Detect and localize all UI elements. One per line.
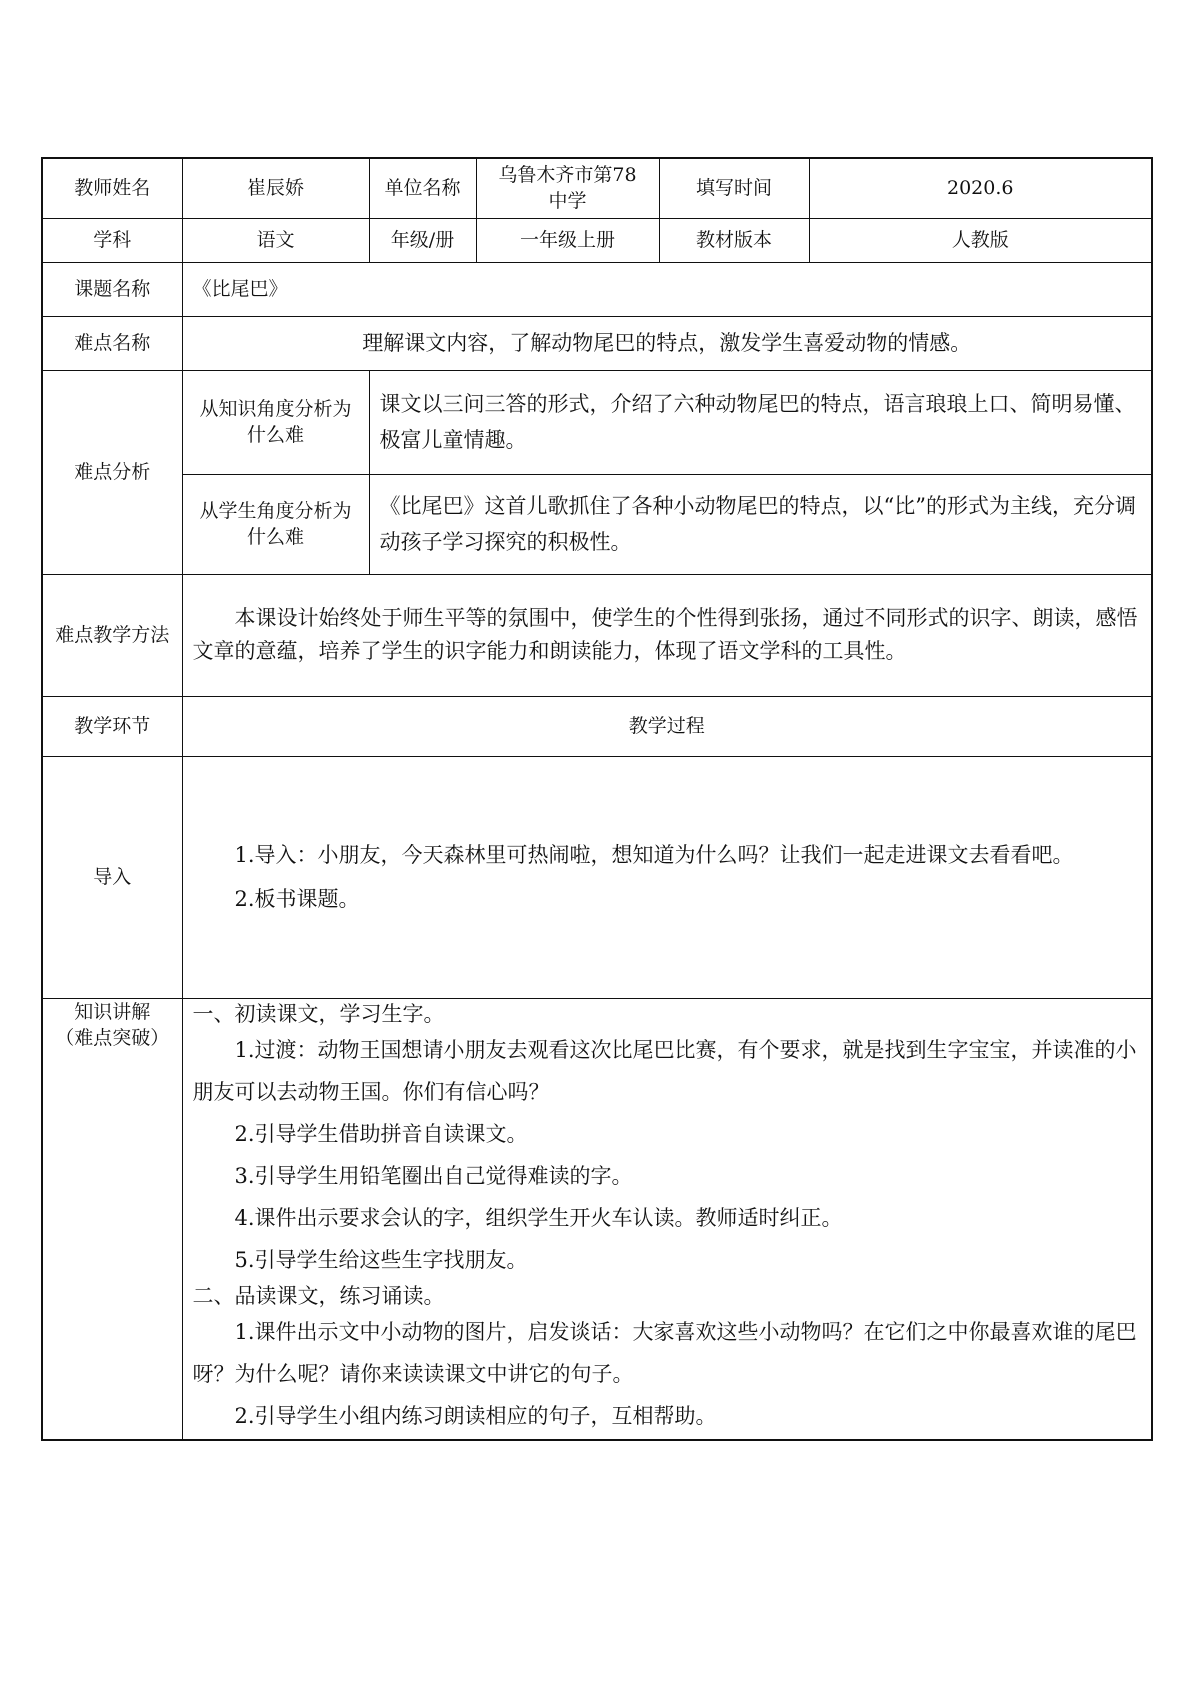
row-teacher	[42, 158, 1152, 218]
topic-value: 《比尾巴》	[182, 262, 1152, 316]
method-text: 本课设计始终处于师生平等的氛围中，使学生的个性得到张扬，通过不同形式的识字、朗读，感悟文章的意蕴，培养了学生的识字能力和朗读能力，体现了语文学科的工具性。	[182, 574, 1152, 696]
intro-label: 导入	[42, 756, 182, 998]
date-label: 填写时间	[659, 158, 809, 218]
knowledge-label-line1: 知识讲解	[74, 1000, 151, 1023]
grade-label: 年级/册	[369, 218, 476, 262]
section2-title: 二、品读课文，练习诵读。	[192, 1283, 445, 1308]
process-header: 教学过程	[182, 696, 1152, 756]
section1-item-5: 5.引导学生给这些生字找朋友。	[234, 1247, 528, 1272]
analysis-label: 难点分析	[42, 370, 182, 574]
teacher-label: 教师姓名	[42, 158, 182, 218]
intro-line-1: 1.导入：小朋友，今天森林里可热闹啦，想知道为什么吗？让我们一起走进课文去看看吧。	[234, 843, 1074, 867]
method-label: 难点教学方法	[42, 574, 182, 696]
section1-item-2: 2.引导学生借助拼音自读课文。	[234, 1121, 528, 1146]
stage-header: 教学环节	[42, 696, 182, 756]
analysis-student-text: 《比尾巴》这首儿歌抓住了各种小动物尾巴的特点，以“比”的形式为主线，充分调动孩子学习探究的积极性。	[369, 474, 1152, 574]
section2-item-2: 2.引导学生小组内练习朗读相应的句子，互相帮助。	[234, 1403, 717, 1428]
row-analysis-knowledge	[42, 370, 1152, 474]
row-topic	[42, 262, 1152, 316]
intro-line-2: 2.板书课题。	[234, 887, 360, 911]
analysis-student-label: 从学生角度分析为什么难	[182, 474, 369, 574]
row-knowledge	[42, 998, 1152, 1440]
teacher-value: 崔辰娇	[182, 158, 369, 218]
knowledge-label-cell	[42, 998, 182, 1440]
subject-label: 学科	[42, 218, 182, 262]
difficulty-label: 难点名称	[42, 316, 182, 370]
section1-item-3: 3.引导学生用铅笔圈出自己觉得难读的字。	[234, 1163, 633, 1188]
edition-value: 人教版	[809, 218, 1152, 262]
analysis-knowledge-text: 课文以三问三答的形式，介绍了六种动物尾巴的特点，语言琅琅上口、简明易懂、极富儿童情趣。	[369, 370, 1152, 474]
intro-content	[182, 756, 1152, 998]
row-analysis-student	[42, 474, 1152, 574]
subject-value: 语文	[182, 218, 369, 262]
row-difficulty	[42, 316, 1152, 370]
row-method	[42, 574, 1152, 696]
row-process-header	[42, 696, 1152, 756]
date-value: 2020.6	[809, 158, 1152, 218]
row-intro	[42, 756, 1152, 998]
section1-title: 一、初读课文，学习生字。	[192, 1001, 445, 1026]
edition-label: 教材版本	[659, 218, 809, 262]
difficulty-value: 理解课文内容，了解动物尾巴的特点，激发学生喜爱动物的情感。	[182, 316, 1152, 370]
analysis-knowledge-label: 从知识角度分析为什么难	[182, 370, 369, 474]
section2-item-1: 1.课件出示文中小动物的图片，启发谈话：大家喜欢这些小动物吗？在它们之中你最喜欢谁的尾巴呀？为什么呢？请你来读读课文中讲它的句子。	[192, 1319, 1137, 1386]
section1-item-1: 1.过渡：动物王国想请小朋友去观看这次比尾巴比赛，有个要求，就是找到生字宝宝，并读准的小朋友可以去动物王国。你们有信心吗？	[192, 1037, 1137, 1104]
knowledge-content	[182, 998, 1152, 1440]
grade-value: 一年级上册	[476, 218, 659, 262]
row-subject	[42, 218, 1152, 262]
topic-label: 课题名称	[42, 262, 182, 316]
knowledge-label-line2: （难点突破）	[55, 1026, 170, 1049]
lesson-plan-table	[41, 157, 1153, 1441]
unit-value: 乌鲁木齐市第78中学	[476, 158, 659, 218]
section1-item-4: 4.课件出示要求会认的字，组织学生开火车认读。教师适时纠正。	[234, 1205, 843, 1230]
unit-label: 单位名称	[369, 158, 476, 218]
